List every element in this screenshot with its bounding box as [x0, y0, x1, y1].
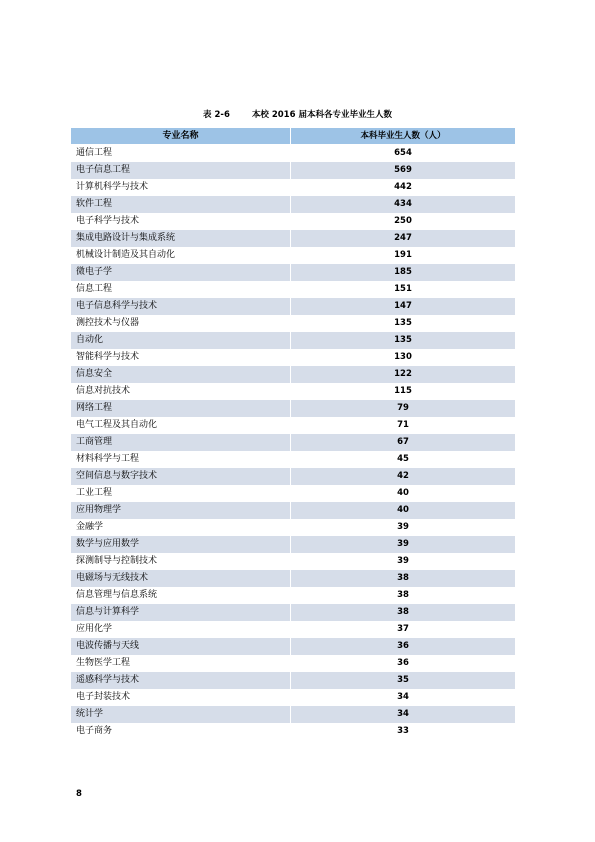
- table-row: [71, 281, 515, 298]
- table-row: [71, 400, 515, 417]
- graduate-count-cell: 40: [290, 502, 515, 519]
- major-name-cell: 通信工程: [76, 148, 113, 158]
- table-row: [71, 638, 515, 655]
- table-row: [71, 553, 515, 570]
- major-name-cell: 遥感科学与技术: [76, 675, 140, 685]
- major-name-cell: 金融学: [76, 522, 104, 532]
- table-row: [71, 298, 515, 315]
- graduate-count-cell: 37: [290, 621, 515, 638]
- major-name-cell: 应用物理学: [76, 505, 122, 515]
- graduate-count-cell: 39: [290, 536, 515, 553]
- graduate-count-cell: 45: [290, 451, 515, 468]
- table-row: [71, 672, 515, 689]
- table-row: [71, 502, 515, 519]
- table-title: 本校 2016 届本科各专业毕业生人数: [251, 110, 392, 120]
- table-row: [71, 621, 515, 638]
- table-row: [71, 264, 515, 281]
- table-row: [71, 417, 515, 434]
- major-name-cell: 数学与应用数学: [76, 539, 140, 549]
- table-row: [71, 519, 515, 536]
- graduate-count-cell: 79: [290, 400, 515, 417]
- table-row: [71, 655, 515, 672]
- major-name-cell: 信息管理与信息系统: [76, 590, 158, 600]
- graduate-count-cell: 135: [290, 332, 515, 349]
- graduate-count-cell: 36: [290, 638, 515, 655]
- major-name-cell: 信息安全: [76, 369, 113, 379]
- major-name-cell: 电波传播与天线: [76, 641, 140, 651]
- major-name-cell: 电子信息工程: [76, 165, 131, 175]
- table-row: [71, 604, 515, 621]
- graduates-table: [71, 128, 515, 740]
- graduate-count-cell: 71: [290, 417, 515, 434]
- graduate-count-cell: 38: [290, 570, 515, 587]
- table-row: [71, 434, 515, 451]
- major-name-cell: 统计学: [76, 709, 104, 719]
- graduate-count-cell: 569: [290, 162, 515, 179]
- major-name-cell: 材料科学与工程: [76, 454, 140, 464]
- table-row: [71, 213, 515, 230]
- major-name-cell: 计算机科学与技术: [76, 182, 149, 192]
- major-name-cell: 集成电路设计与集成系统: [76, 233, 176, 243]
- table-row: [71, 332, 515, 349]
- header-graduate-count: 本科毕业生人数（人）: [290, 128, 515, 144]
- table-header-row: [71, 128, 515, 145]
- table-row: [71, 689, 515, 706]
- graduate-count-cell: 34: [290, 689, 515, 706]
- major-name-cell: 电子信息科学与技术: [76, 301, 158, 311]
- graduate-count-cell: 39: [290, 519, 515, 536]
- table-caption: [0, 108, 595, 120]
- graduate-count-cell: 36: [290, 655, 515, 672]
- table-number: 表 2-6: [203, 110, 230, 120]
- table-row: [71, 179, 515, 196]
- table-row: [71, 247, 515, 264]
- graduate-count-cell: 250: [290, 213, 515, 230]
- graduate-count-cell: 67: [290, 434, 515, 451]
- major-name-cell: 电子封装技术: [76, 692, 131, 702]
- table-row: [71, 366, 515, 383]
- major-name-cell: 生物医学工程: [76, 658, 131, 668]
- graduate-count-cell: 191: [290, 247, 515, 264]
- table-row: [71, 587, 515, 604]
- major-name-cell: 信息工程: [76, 284, 113, 294]
- graduate-count-cell: 39: [290, 553, 515, 570]
- major-name-cell: 信息与计算科学: [76, 607, 140, 617]
- major-name-cell: 电子科学与技术: [76, 216, 140, 226]
- graduate-count-cell: 442: [290, 179, 515, 196]
- table-row: [71, 706, 515, 723]
- graduate-count-cell: 130: [290, 349, 515, 366]
- major-name-cell: 电子商务: [76, 726, 113, 736]
- major-name-cell: 电气工程及其自动化: [76, 420, 158, 430]
- graduate-count-cell: 151: [290, 281, 515, 298]
- table-row: [71, 570, 515, 587]
- major-name-cell: 自动化: [76, 335, 104, 345]
- page-number: 8: [76, 789, 82, 799]
- graduate-count-cell: 654: [290, 145, 515, 162]
- graduate-count-cell: 122: [290, 366, 515, 383]
- major-name-cell: 应用化学: [76, 624, 113, 634]
- table-row: [71, 196, 515, 213]
- table-row: [71, 468, 515, 485]
- table-row: [71, 349, 515, 366]
- table-row: [71, 536, 515, 553]
- major-name-cell: 智能科学与技术: [76, 352, 140, 362]
- major-name-cell: 机械设计制造及其自动化: [76, 250, 176, 260]
- graduate-count-cell: 247: [290, 230, 515, 247]
- graduate-count-cell: 42: [290, 468, 515, 485]
- major-name-cell: 电磁场与无线技术: [76, 573, 149, 583]
- table-row: [71, 315, 515, 332]
- graduate-count-cell: 33: [290, 723, 515, 740]
- major-name-cell: 信息对抗技术: [76, 386, 131, 396]
- table-row: [71, 723, 515, 740]
- graduate-count-cell: 115: [290, 383, 515, 400]
- major-name-cell: 工业工程: [76, 488, 113, 498]
- graduate-count-cell: 434: [290, 196, 515, 213]
- table-row: [71, 145, 515, 162]
- table-body: [71, 145, 515, 740]
- major-name-cell: 探测制导与控制技术: [76, 556, 158, 566]
- table-row: [71, 230, 515, 247]
- graduate-count-cell: 185: [290, 264, 515, 281]
- table-row: [71, 451, 515, 468]
- major-name-cell: 网络工程: [76, 403, 113, 413]
- graduate-count-cell: 135: [290, 315, 515, 332]
- graduate-count-cell: 38: [290, 604, 515, 621]
- table-row: [71, 485, 515, 502]
- major-name-cell: 软件工程: [76, 199, 113, 209]
- header-major-name: 专业名称: [162, 131, 199, 141]
- major-name-cell: 微电子学: [76, 267, 113, 277]
- table-row: [71, 162, 515, 179]
- graduate-count-cell: 34: [290, 706, 515, 723]
- major-name-cell: 测控技术与仪器: [76, 318, 140, 328]
- graduate-count-cell: 40: [290, 485, 515, 502]
- table-row: [71, 383, 515, 400]
- graduate-count-cell: 35: [290, 672, 515, 689]
- major-name-cell: 工商管理: [76, 437, 113, 447]
- major-name-cell: 空间信息与数字技术: [76, 471, 158, 481]
- graduate-count-cell: 147: [290, 298, 515, 315]
- graduate-count-cell: 38: [290, 587, 515, 604]
